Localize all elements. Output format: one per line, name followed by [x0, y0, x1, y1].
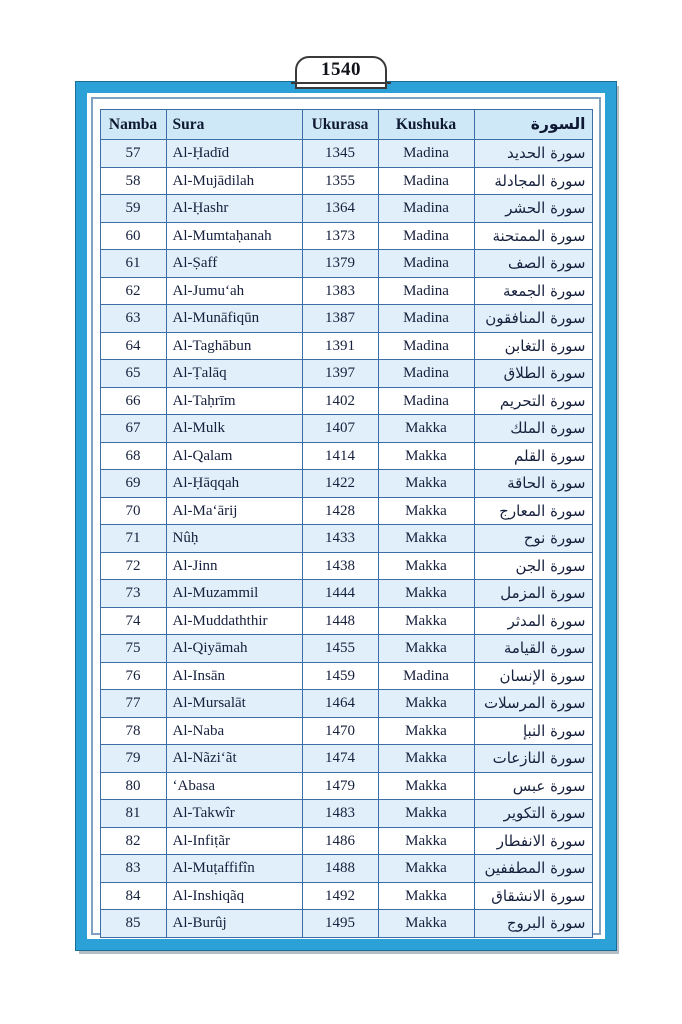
- table-row: [100, 442, 592, 470]
- cell-namba: 61: [100, 250, 166, 278]
- cell-namba: 66: [100, 387, 166, 415]
- cell-namba: 72: [100, 552, 166, 580]
- cell-namba: 70: [100, 497, 166, 525]
- cell-ukurasa: 1438: [302, 552, 378, 580]
- cell-namba: 67: [100, 415, 166, 443]
- header-kushuka: Kushuka: [378, 110, 474, 140]
- cell-arabic: سورة عبس: [474, 772, 592, 800]
- cell-namba: 71: [100, 525, 166, 553]
- cell-kushuka: Madina: [378, 140, 474, 168]
- cell-arabic: سورة البروج: [474, 910, 592, 938]
- table-row: [100, 717, 592, 745]
- cell-sura: Al-Ḥashr: [166, 195, 302, 223]
- cell-sura: Al-Muddaththir: [166, 607, 302, 635]
- cell-sura: Al-Mursalāt: [166, 690, 302, 718]
- table-row: [100, 195, 592, 223]
- cell-ukurasa: 1483: [302, 800, 378, 828]
- cell-ukurasa: 1373: [302, 222, 378, 250]
- cell-kushuka: Makka: [378, 800, 474, 828]
- cell-ukurasa: 1391: [302, 332, 378, 360]
- cell-kushuka: Makka: [378, 442, 474, 470]
- cell-namba: 69: [100, 470, 166, 498]
- cell-ukurasa: 1464: [302, 690, 378, 718]
- cell-sura: Al-Qiyāmah: [166, 635, 302, 663]
- cell-sura: Al-Takwîr: [166, 800, 302, 828]
- cell-ukurasa: 1345: [302, 140, 378, 168]
- cell-sura: Al-Munāfiqūn: [166, 305, 302, 333]
- cell-sura: Al-Ma‘ārij: [166, 497, 302, 525]
- cell-namba: 63: [100, 305, 166, 333]
- table-row: [100, 800, 592, 828]
- table-header: [100, 110, 592, 140]
- cell-kushuka: Makka: [378, 635, 474, 663]
- cell-arabic: سورة النبإ: [474, 717, 592, 745]
- cell-arabic: سورة المرسلات: [474, 690, 592, 718]
- cell-arabic: سورة الحشر: [474, 195, 592, 223]
- surah-table-body: [100, 140, 592, 938]
- cell-kushuka: Makka: [378, 525, 474, 553]
- header-ukurasa: Ukurasa: [302, 110, 378, 140]
- table-row: [100, 305, 592, 333]
- cell-ukurasa: 1414: [302, 442, 378, 470]
- cell-kushuka: Makka: [378, 855, 474, 883]
- cell-arabic: سورة الحاقة: [474, 470, 592, 498]
- header-sura: Sura: [166, 110, 302, 140]
- table-row: [100, 140, 592, 168]
- table-row: [100, 167, 592, 195]
- cell-ukurasa: 1448: [302, 607, 378, 635]
- cell-ukurasa: 1459: [302, 662, 378, 690]
- cell-ukurasa: 1488: [302, 855, 378, 883]
- cell-namba: 81: [100, 800, 166, 828]
- cell-kushuka: Madina: [378, 222, 474, 250]
- cell-ukurasa: 1407: [302, 415, 378, 443]
- cell-kushuka: Madina: [378, 360, 474, 388]
- cell-arabic: سورة الإنسان: [474, 662, 592, 690]
- cell-arabic: سورة الجمعة: [474, 277, 592, 305]
- cell-arabic: سورة المعارج: [474, 497, 592, 525]
- cell-sura: Al-Jumu‘ah: [166, 277, 302, 305]
- cell-namba: 82: [100, 827, 166, 855]
- table-row: [100, 910, 592, 938]
- cell-ukurasa: 1387: [302, 305, 378, 333]
- cell-ukurasa: 1470: [302, 717, 378, 745]
- header-arabic: السورة: [474, 110, 592, 140]
- cell-sura: Al-Taghābun: [166, 332, 302, 360]
- cell-namba: 73: [100, 580, 166, 608]
- cell-arabic: سورة الملك: [474, 415, 592, 443]
- table-row: [100, 882, 592, 910]
- table-row: [100, 387, 592, 415]
- table-row: [100, 360, 592, 388]
- table-row: [100, 552, 592, 580]
- cell-arabic: سورة الصف: [474, 250, 592, 278]
- cell-arabic: سورة القلم: [474, 442, 592, 470]
- table-row: [100, 635, 592, 663]
- decorative-frame-inner: [91, 97, 601, 935]
- cell-sura: Al-Ṣaff: [166, 250, 302, 278]
- table-row: [100, 745, 592, 773]
- page-number-underline: [291, 82, 391, 84]
- cell-sura: Al-Burûj: [166, 910, 302, 938]
- table-row: [100, 525, 592, 553]
- page-number: 1540: [321, 59, 361, 80]
- cell-kushuka: Madina: [378, 167, 474, 195]
- cell-namba: 84: [100, 882, 166, 910]
- cell-namba: 78: [100, 717, 166, 745]
- cell-sura: Al-Qalam: [166, 442, 302, 470]
- table-row: [100, 277, 592, 305]
- cell-arabic: سورة الجن: [474, 552, 592, 580]
- cell-ukurasa: 1495: [302, 910, 378, 938]
- table-row: [100, 332, 592, 360]
- cell-sura: Al-Ṭalāq: [166, 360, 302, 388]
- header-namba: Namba: [100, 110, 166, 140]
- cell-sura: Al-Inshiqãq: [166, 882, 302, 910]
- cell-namba: 79: [100, 745, 166, 773]
- cell-kushuka: Makka: [378, 497, 474, 525]
- cell-arabic: سورة الطلاق: [474, 360, 592, 388]
- cell-namba: 65: [100, 360, 166, 388]
- cell-ukurasa: 1455: [302, 635, 378, 663]
- cell-namba: 76: [100, 662, 166, 690]
- cell-arabic: سورة القيامة: [474, 635, 592, 663]
- cell-arabic: سورة المجادلة: [474, 167, 592, 195]
- cell-kushuka: Makka: [378, 415, 474, 443]
- cell-sura: Al-Naba: [166, 717, 302, 745]
- cell-ukurasa: 1433: [302, 525, 378, 553]
- cell-kushuka: Madina: [378, 305, 474, 333]
- cell-ukurasa: 1364: [302, 195, 378, 223]
- cell-kushuka: Madina: [378, 332, 474, 360]
- cell-arabic: سورة المطففين: [474, 855, 592, 883]
- cell-ukurasa: 1428: [302, 497, 378, 525]
- cell-namba: 57: [100, 140, 166, 168]
- table-row: [100, 855, 592, 883]
- cell-kushuka: Madina: [378, 277, 474, 305]
- cell-namba: 59: [100, 195, 166, 223]
- cell-sura: Al-Insān: [166, 662, 302, 690]
- cell-kushuka: Madina: [378, 195, 474, 223]
- table-row: [100, 690, 592, 718]
- cell-sura: Al-Jinn: [166, 552, 302, 580]
- cell-namba: 77: [100, 690, 166, 718]
- cell-arabic: سورة الحديد: [474, 140, 592, 168]
- cell-arabic: سورة نوح: [474, 525, 592, 553]
- cell-namba: 58: [100, 167, 166, 195]
- table-row: [100, 250, 592, 278]
- cell-arabic: سورة التغابن: [474, 332, 592, 360]
- cell-ukurasa: 1355: [302, 167, 378, 195]
- cell-sura: Al-Mumtaḥanah: [166, 222, 302, 250]
- cell-namba: 60: [100, 222, 166, 250]
- cell-namba: 80: [100, 772, 166, 800]
- cell-kushuka: Madina: [378, 662, 474, 690]
- cell-arabic: سورة الانشقاق: [474, 882, 592, 910]
- cell-ukurasa: 1474: [302, 745, 378, 773]
- cell-ukurasa: 1486: [302, 827, 378, 855]
- cell-ukurasa: 1379: [302, 250, 378, 278]
- cell-arabic: سورة النازعات: [474, 745, 592, 773]
- cell-ukurasa: 1402: [302, 387, 378, 415]
- cell-sura: Nûḥ: [166, 525, 302, 553]
- cell-arabic: سورة الممتحنة: [474, 222, 592, 250]
- cell-kushuka: Makka: [378, 717, 474, 745]
- cell-arabic: سورة المنافقون: [474, 305, 592, 333]
- cell-namba: 64: [100, 332, 166, 360]
- cell-ukurasa: 1444: [302, 580, 378, 608]
- cell-namba: 75: [100, 635, 166, 663]
- table-header-row: [100, 110, 592, 140]
- cell-kushuka: Madina: [378, 387, 474, 415]
- page-number-tab: [295, 56, 387, 89]
- cell-ukurasa: 1492: [302, 882, 378, 910]
- cell-arabic: سورة الانفطار: [474, 827, 592, 855]
- cell-namba: 83: [100, 855, 166, 883]
- table-row: [100, 222, 592, 250]
- cell-kushuka: Makka: [378, 910, 474, 938]
- cell-namba: 85: [100, 910, 166, 938]
- cell-kushuka: Makka: [378, 690, 474, 718]
- table-row: [100, 772, 592, 800]
- table-row: [100, 827, 592, 855]
- cell-arabic: سورة المزمل: [474, 580, 592, 608]
- cell-ukurasa: 1383: [302, 277, 378, 305]
- surah-index-table: [100, 109, 593, 938]
- cell-kushuka: Makka: [378, 580, 474, 608]
- cell-kushuka: Makka: [378, 882, 474, 910]
- cell-sura: Al-Taḥrīm: [166, 387, 302, 415]
- cell-kushuka: Makka: [378, 470, 474, 498]
- cell-sura: Al-Nãzi‘ãt: [166, 745, 302, 773]
- cell-kushuka: Makka: [378, 552, 474, 580]
- cell-arabic: سورة التكوير: [474, 800, 592, 828]
- table-row: [100, 580, 592, 608]
- cell-namba: 62: [100, 277, 166, 305]
- cell-sura: ‘Abasa: [166, 772, 302, 800]
- decorative-frame: [76, 82, 616, 950]
- cell-namba: 74: [100, 607, 166, 635]
- cell-kushuka: Makka: [378, 607, 474, 635]
- cell-kushuka: Madina: [378, 250, 474, 278]
- cell-arabic: سورة المدثر: [474, 607, 592, 635]
- cell-namba: 68: [100, 442, 166, 470]
- cell-sura: Al-Muṭaffifîn: [166, 855, 302, 883]
- cell-kushuka: Makka: [378, 745, 474, 773]
- cell-ukurasa: 1422: [302, 470, 378, 498]
- cell-sura: Al-Ḥadīd: [166, 140, 302, 168]
- cell-kushuka: Makka: [378, 827, 474, 855]
- cell-sura: Al-Infiṭãr: [166, 827, 302, 855]
- cell-sura: Al-Muzammil: [166, 580, 302, 608]
- table-row: [100, 415, 592, 443]
- cell-ukurasa: 1397: [302, 360, 378, 388]
- cell-ukurasa: 1479: [302, 772, 378, 800]
- table-row: [100, 607, 592, 635]
- cell-sura: Al-Mujādilah: [166, 167, 302, 195]
- cell-sura: Al-Ḥāqqah: [166, 470, 302, 498]
- table-row: [100, 662, 592, 690]
- cell-sura: Al-Mulk: [166, 415, 302, 443]
- cell-kushuka: Makka: [378, 772, 474, 800]
- cell-arabic: سورة التحريم: [474, 387, 592, 415]
- table-row: [100, 470, 592, 498]
- table-row: [100, 497, 592, 525]
